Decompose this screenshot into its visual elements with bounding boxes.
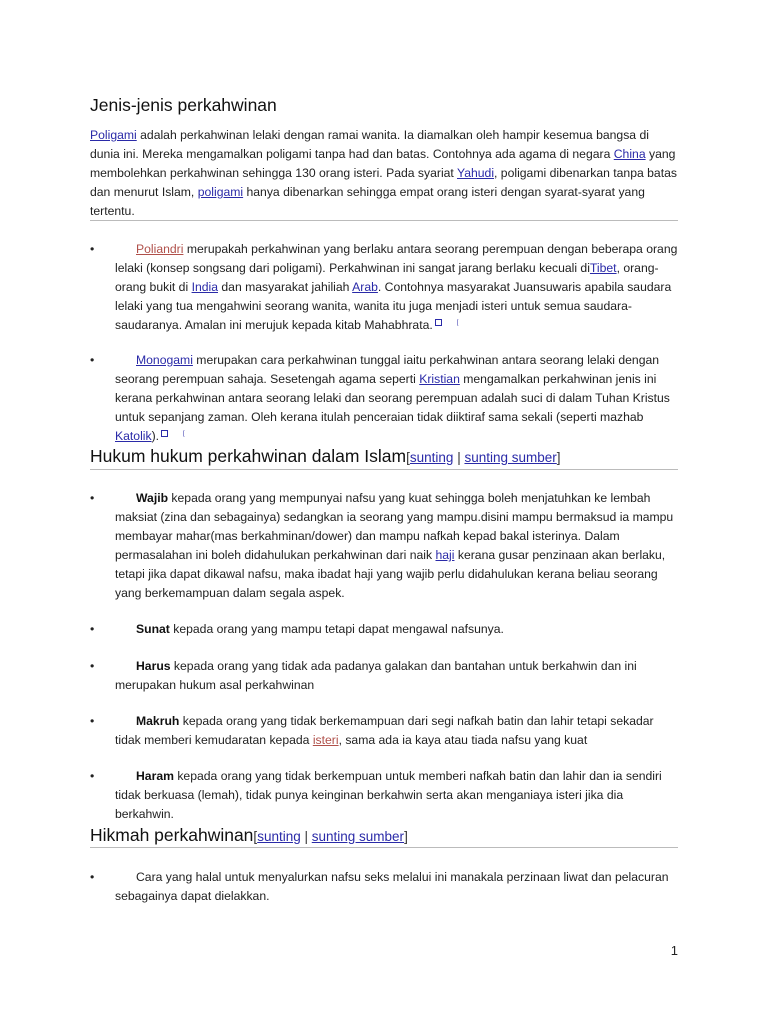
- reference-icon[interactable]: [: [435, 319, 442, 326]
- text: merupakan cara perkahwinan tunggal iaitu perkahwinan antara seorang lelaki dengan seorang perempuan sahaja. Sesetengah agama seperti: [115, 353, 660, 386]
- link-monogami[interactable]: Monogami: [136, 353, 193, 367]
- list-item-makruh: [90, 712, 682, 750]
- text: mengamalkan perkahwinan jenis ini kerana perkahwinan antara seorang lelaki dan seorang perempuan adalah suci di dalam Tuhan Kristus untuk sepanjang zaman. Oleh kerana itulah penceraian tidak diiktiraf sama sekali (seperti mazhab: [115, 372, 670, 424]
- link-katolik[interactable]: Katolik: [115, 429, 152, 443]
- edit-link[interactable]: sunting: [409, 450, 454, 465]
- link-china[interactable]: China: [613, 147, 646, 161]
- edit-links: [253, 829, 407, 844]
- bullet: •: [90, 714, 95, 728]
- text: hanya dibenarkan sehingga empat orang isteri dengan syarat-syarat yang tertentu.: [90, 185, 645, 218]
- link-yahudi[interactable]: Yahudi: [456, 166, 495, 180]
- edit-source-link[interactable]: sunting sumber: [464, 450, 557, 465]
- bullet: •: [90, 870, 95, 884]
- text: merupakah perkahwinan yang berlaku antara seorang perempuan dengan beberapa orang lelaki (konsep songsang dari poligami). Perkahwinan ini sangat jarang berlaku kecuali di: [115, 242, 678, 275]
- bracket: [: [253, 829, 258, 844]
- edit-links: [406, 450, 560, 465]
- list-item-wajib: [90, 489, 682, 603]
- divider: [90, 469, 678, 470]
- separator: |: [453, 450, 465, 465]
- bracket: [: [406, 450, 410, 465]
- list-item-poliandri: [90, 240, 682, 335]
- term-sunat: Sunat: [136, 622, 170, 636]
- text: . Contohnya masyarakat Juansuwaris apabila saudara lelaki yang tua mengahwini seorang wanita, wanita itu juga menjadi isteri untuk semua saudara-saudaranya. Amalan ini merujuk kepada kitab Mahabhrata.: [115, 280, 672, 332]
- divider: [90, 847, 678, 848]
- text: yang membolehkan perkahwinan sehingga 130 orang isteri. Pada syariat: [90, 147, 676, 180]
- bullet: •: [90, 769, 95, 783]
- bullet: •: [90, 659, 95, 673]
- text: ).: [151, 429, 160, 443]
- link-india[interactable]: India: [191, 280, 218, 294]
- term-harus: Harus: [136, 659, 171, 673]
- edit-link[interactable]: sunting: [257, 829, 301, 844]
- link-isteri[interactable]: isteri: [312, 733, 339, 747]
- bullet: •: [90, 491, 95, 505]
- text: , sama ada ia kaya atau tiada nafsu yang kuat: [338, 733, 588, 747]
- heading-text: Hikmah perkahwinan: [90, 825, 254, 845]
- term-wajib: Wajib: [136, 491, 169, 505]
- paragraph-poligami: [90, 126, 680, 221]
- bullet: •: [90, 622, 95, 636]
- link-poligami-2[interactable]: poligami: [197, 185, 244, 199]
- separator: |: [300, 829, 312, 844]
- heading-text: Hukum hukum perkahwinan dalam Islam: [90, 446, 407, 466]
- text: kepada orang yang mampu tetapi dapat mengawal nafsunya.: [169, 622, 504, 636]
- text: kepada orang yang tidak berkempuan untuk memberi nafkah batin dan lahir dan ia sendiri tidak berkuasa (lemah), tidak punya keinginan berkahwin serta akan menganiaya isteri jika dia berkahwin.: [115, 769, 662, 821]
- heading-hukum-perkahwinan: [90, 445, 680, 469]
- list-item-hikmah: [90, 868, 682, 906]
- text: adalah perkahwinan lelaki dengan ramai wanita. Ia diamalkan oleh hampir kesemua bangsa di dunia ini. Mereka mengamalkan poligami tanpa had dan batas. Contohnya ada agama di negara: [90, 128, 649, 161]
- link-poligami[interactable]: Poligami: [90, 128, 137, 142]
- link-haji[interactable]: haji: [435, 548, 455, 562]
- bullet: •: [90, 353, 95, 367]
- link-kristian[interactable]: Kristian: [419, 372, 460, 386]
- divider: [90, 220, 678, 221]
- bracket: ]: [404, 829, 408, 844]
- term-haram: Haram: [136, 769, 174, 783]
- text: Cara yang halal untuk menyalurkan nafsu seks melalui ini manakala perzinaan liwat dan pelacuran sebagainya dapat dielakkan.: [115, 870, 669, 903]
- bullet: •: [90, 242, 95, 256]
- heading-jenis-perkahwinan: Jenis-jenis perkahwinan: [90, 95, 277, 115]
- term-makruh: Makruh: [136, 714, 180, 728]
- bracket: ]: [556, 450, 561, 465]
- text: , orang-orang bukit di: [115, 261, 659, 294]
- list-item-harus: [90, 657, 682, 695]
- text: kepada orang yang mempunyai nafsu yang kuat sehingga boleh menjatuhkan ke lembah maksiat (zina dan sebagainya) sedangkan ia seorang yang mampu.disini mampu bermaksud ia mampu membayar mahar(mas berkahminan/dower) dan mampu nafkah kepad bakal isterinya. Dalam permasalahan ini boleh didahulukan perkahwinan dari naik: [115, 491, 674, 562]
- link-tibet[interactable]: Tibet: [589, 261, 617, 275]
- page-number: 1: [670, 943, 678, 958]
- list-item-sunat: [90, 620, 682, 639]
- link-arab[interactable]: Arab: [352, 280, 378, 294]
- text: dan masyarakat jahiliah: [218, 280, 353, 294]
- text: , poligami dibenarkan tanpa batas dan menurut Islam,: [90, 166, 677, 199]
- text: kerana gusar penzinaan akan berlaku, tetapi jika dapat dikawal nafsu, maka ibadat haji yang wajib perlu didahulukan kerana beliau seorang yang berkemampuan dalam segala aspek.: [115, 548, 666, 600]
- heading-hikmah-perkahwinan: [90, 824, 680, 848]
- list-item-haram: [90, 767, 682, 824]
- link-poliandri[interactable]: Poliandri: [136, 242, 184, 256]
- edit-source-link[interactable]: sunting sumber: [311, 829, 405, 844]
- text: kepada orang yang tidak ada padanya galakan dan bantahan untuk berkahwin dan ini merupakan hukum asal perkahwinan: [115, 659, 637, 692]
- reference-icon[interactable]: [: [161, 430, 168, 437]
- list-item-monogami: [90, 351, 682, 446]
- text: kepada orang yang tidak berkemampuan dari segi nafkah batin dan lahir tetapi sekadar tidak memberi kemudaratan kepada: [115, 714, 654, 747]
